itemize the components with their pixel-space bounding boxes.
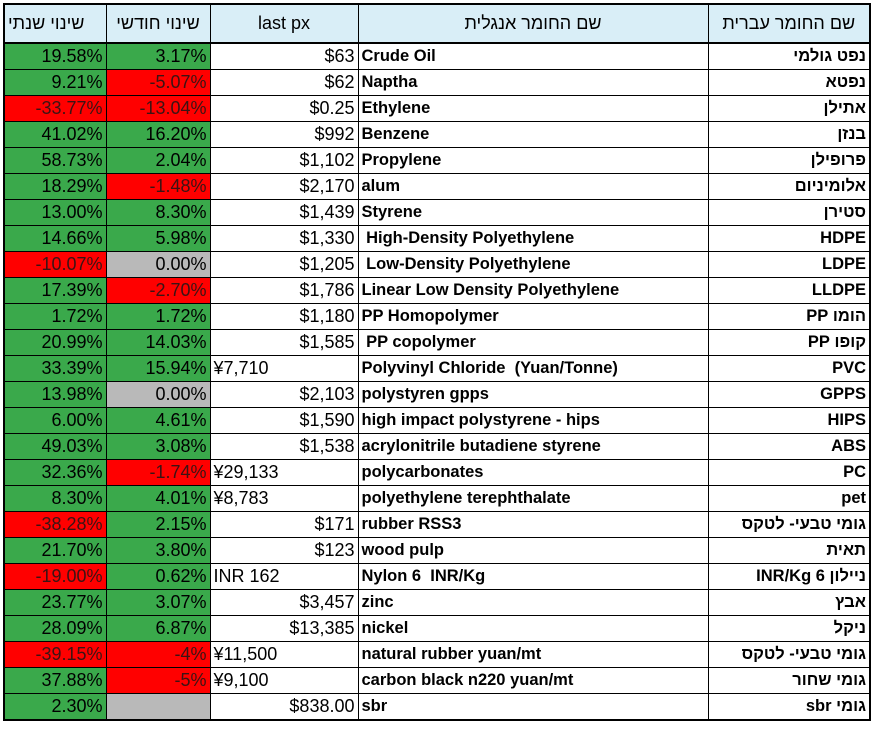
english-name-cell: Benzene	[358, 122, 708, 148]
english-name-cell: High-Density Polyethylene	[358, 226, 708, 252]
hebrew-name-cell: PC	[708, 460, 870, 486]
english-name-cell: Nylon 6 INR/Kg	[358, 564, 708, 590]
hebrew-name-cell: ABS	[708, 434, 870, 460]
hebrew-name-cell: תאית	[708, 538, 870, 564]
english-name-cell: alum	[358, 174, 708, 200]
hebrew-name-cell: LDPE	[708, 252, 870, 278]
monthly-change-cell	[106, 694, 210, 721]
hebrew-name-cell: קופו PP	[708, 330, 870, 356]
last-px-cell: $63	[210, 43, 358, 70]
last-px-cell: INR 162	[210, 564, 358, 590]
last-px-cell: $62	[210, 70, 358, 96]
last-px-cell: ¥29,133	[210, 460, 358, 486]
hebrew-name-cell: PVC	[708, 356, 870, 382]
table-row	[4, 460, 870, 486]
table-row	[4, 382, 870, 408]
hebrew-name-cell: HDPE	[708, 226, 870, 252]
monthly-change-cell: 3.07%	[106, 590, 210, 616]
last-px-cell: ¥8,783	[210, 486, 358, 512]
hebrew-name-cell: GPPS	[708, 382, 870, 408]
table-row	[4, 252, 870, 278]
monthly-change-cell: 5.98%	[106, 226, 210, 252]
commodity-price-table-container	[3, 3, 869, 721]
table-row	[4, 96, 870, 122]
table-row	[4, 564, 870, 590]
yearly-change-cell: 13.00%	[4, 200, 106, 226]
yearly-change-cell: -33.77%	[4, 96, 106, 122]
yearly-change-cell: -39.15%	[4, 642, 106, 668]
hebrew-name-cell: ניילון 6 INR/Kg	[708, 564, 870, 590]
last-px-cell: $3,457	[210, 590, 358, 616]
hebrew-name-cell: HIPS	[708, 408, 870, 434]
monthly-change-cell: 0.00%	[106, 382, 210, 408]
monthly-change-cell: 2.15%	[106, 512, 210, 538]
hebrew-name-cell: נפט גולמי	[708, 43, 870, 70]
table-row	[4, 200, 870, 226]
english-name-cell: wood pulp	[358, 538, 708, 564]
monthly-change-cell: 4.61%	[106, 408, 210, 434]
english-name-cell: natural rubber yuan/mt	[358, 642, 708, 668]
table-row	[4, 148, 870, 174]
yearly-change-cell: 32.36%	[4, 460, 106, 486]
last-px-cell: $123	[210, 538, 358, 564]
monthly-change-cell: -13.04%	[106, 96, 210, 122]
hebrew-name-cell: אלומיניום	[708, 174, 870, 200]
table-row	[4, 304, 870, 330]
monthly-change-cell: -5%	[106, 668, 210, 694]
hebrew-name-cell: בנזן	[708, 122, 870, 148]
hebrew-name-cell: הומו PP	[708, 304, 870, 330]
last-px-cell: $13,385	[210, 616, 358, 642]
english-name-cell: Styrene	[358, 200, 708, 226]
monthly-change-cell: 2.04%	[106, 148, 210, 174]
last-px-cell: $838.00	[210, 694, 358, 721]
monthly-change-cell: -2.70%	[106, 278, 210, 304]
last-px-cell: $1,102	[210, 148, 358, 174]
hebrew-name-cell: גומי טבעי- לטקס	[708, 512, 870, 538]
monthly-change-cell: 6.87%	[106, 616, 210, 642]
yearly-change-cell: 37.88%	[4, 668, 106, 694]
table-row	[4, 590, 870, 616]
yearly-change-cell: 23.77%	[4, 590, 106, 616]
yearly-change-cell: 2.30%	[4, 694, 106, 721]
yearly-change-cell: 33.39%	[4, 356, 106, 382]
last-px-cell: $1,585	[210, 330, 358, 356]
monthly-change-cell: -5.07%	[106, 70, 210, 96]
hebrew-name-cell: נפטא	[708, 70, 870, 96]
english-name-cell: Naptha	[358, 70, 708, 96]
english-name-cell: PP Homopolymer	[358, 304, 708, 330]
header-hebrew-name: שם החומר עברית	[708, 4, 870, 43]
last-px-cell: $2,170	[210, 174, 358, 200]
table-row	[4, 616, 870, 642]
monthly-change-cell: -1.74%	[106, 460, 210, 486]
english-name-cell: Ethylene	[358, 96, 708, 122]
last-px-cell: $992	[210, 122, 358, 148]
hebrew-name-cell: פרופילן	[708, 148, 870, 174]
yearly-change-cell: 41.02%	[4, 122, 106, 148]
english-name-cell: acrylonitrile butadiene styrene	[358, 434, 708, 460]
hebrew-name-cell: pet	[708, 486, 870, 512]
monthly-change-cell: 15.94%	[106, 356, 210, 382]
english-name-cell: polycarbonates	[358, 460, 708, 486]
hebrew-name-cell: סטירן	[708, 200, 870, 226]
last-px-cell: $2,103	[210, 382, 358, 408]
hebrew-name-cell: אתילן	[708, 96, 870, 122]
last-px-cell: $0.25	[210, 96, 358, 122]
yearly-change-cell: 8.30%	[4, 486, 106, 512]
table-row	[4, 694, 870, 721]
monthly-change-cell: 14.03%	[106, 330, 210, 356]
header-yearly-change: שינוי שנתי	[4, 4, 106, 43]
table-row	[4, 668, 870, 694]
last-px-cell: $1,330	[210, 226, 358, 252]
table-row	[4, 512, 870, 538]
english-name-cell: Polyvinyl Chloride (Yuan/Tonne)	[358, 356, 708, 382]
english-name-cell: sbr	[358, 694, 708, 721]
monthly-change-cell: 4.01%	[106, 486, 210, 512]
english-name-cell: Low-Density Polyethylene	[358, 252, 708, 278]
yearly-change-cell: 21.70%	[4, 538, 106, 564]
english-name-cell: zinc	[358, 590, 708, 616]
yearly-change-cell: -38.28%	[4, 512, 106, 538]
yearly-change-cell: 18.29%	[4, 174, 106, 200]
table-row	[4, 434, 870, 460]
last-px-cell: ¥9,100	[210, 668, 358, 694]
monthly-change-cell: 3.08%	[106, 434, 210, 460]
english-name-cell: polystyren gpps	[358, 382, 708, 408]
hebrew-name-cell: גומי טבעי- לטקס	[708, 642, 870, 668]
monthly-change-cell: 3.17%	[106, 43, 210, 70]
yearly-change-cell: 58.73%	[4, 148, 106, 174]
table-row	[4, 642, 870, 668]
table-row	[4, 330, 870, 356]
table-row	[4, 226, 870, 252]
english-name-cell: rubber RSS3	[358, 512, 708, 538]
hebrew-name-cell: גומי sbr	[708, 694, 870, 721]
english-name-cell: Crude Oil	[358, 43, 708, 70]
last-px-cell: $1,180	[210, 304, 358, 330]
last-px-cell: ¥11,500	[210, 642, 358, 668]
yearly-change-cell: 19.58%	[4, 43, 106, 70]
table-row	[4, 356, 870, 382]
header-english-name: שם החומר אנגלית	[358, 4, 708, 43]
hebrew-name-cell: אבץ	[708, 590, 870, 616]
commodity-price-table	[3, 3, 871, 721]
monthly-change-cell: 0.00%	[106, 252, 210, 278]
hebrew-name-cell: גומי שחור	[708, 668, 870, 694]
table-row	[4, 538, 870, 564]
monthly-change-cell: -1.48%	[106, 174, 210, 200]
table-row	[4, 486, 870, 512]
english-name-cell: PP copolymer	[358, 330, 708, 356]
table-row	[4, 174, 870, 200]
yearly-change-cell: 17.39%	[4, 278, 106, 304]
header-last-px: last px	[210, 4, 358, 43]
hebrew-name-cell: ניקל	[708, 616, 870, 642]
table-row	[4, 122, 870, 148]
monthly-change-cell: 1.72%	[106, 304, 210, 330]
yearly-change-cell: 28.09%	[4, 616, 106, 642]
table-row	[4, 408, 870, 434]
yearly-change-cell: 6.00%	[4, 408, 106, 434]
yearly-change-cell: 9.21%	[4, 70, 106, 96]
monthly-change-cell: 16.20%	[106, 122, 210, 148]
english-name-cell: Linear Low Density Polyethylene	[358, 278, 708, 304]
english-name-cell: carbon black n220 yuan/mt	[358, 668, 708, 694]
yearly-change-cell: 20.99%	[4, 330, 106, 356]
yearly-change-cell: -19.00%	[4, 564, 106, 590]
english-name-cell: Propylene	[358, 148, 708, 174]
last-px-cell: $171	[210, 512, 358, 538]
monthly-change-cell: -4%	[106, 642, 210, 668]
header-row	[4, 4, 870, 43]
yearly-change-cell: -10.07%	[4, 252, 106, 278]
table-row	[4, 43, 870, 70]
english-name-cell: polyethylene terephthalate	[358, 486, 708, 512]
last-px-cell: $1,205	[210, 252, 358, 278]
yearly-change-cell: 13.98%	[4, 382, 106, 408]
monthly-change-cell: 0.62%	[106, 564, 210, 590]
last-px-cell: $1,786	[210, 278, 358, 304]
table-row	[4, 278, 870, 304]
monthly-change-cell: 8.30%	[106, 200, 210, 226]
yearly-change-cell: 14.66%	[4, 226, 106, 252]
yearly-change-cell: 49.03%	[4, 434, 106, 460]
english-name-cell: nickel	[358, 616, 708, 642]
hebrew-name-cell: LLDPE	[708, 278, 870, 304]
yearly-change-cell: 1.72%	[4, 304, 106, 330]
last-px-cell: $1,538	[210, 434, 358, 460]
last-px-cell: $1,590	[210, 408, 358, 434]
last-px-cell: ¥7,710	[210, 356, 358, 382]
english-name-cell: high impact polystyrene - hips	[358, 408, 708, 434]
monthly-change-cell: 3.80%	[106, 538, 210, 564]
table-body	[4, 43, 870, 720]
last-px-cell: $1,439	[210, 200, 358, 226]
table-row	[4, 70, 870, 96]
header-monthly-change: שינוי חודשי	[106, 4, 210, 43]
